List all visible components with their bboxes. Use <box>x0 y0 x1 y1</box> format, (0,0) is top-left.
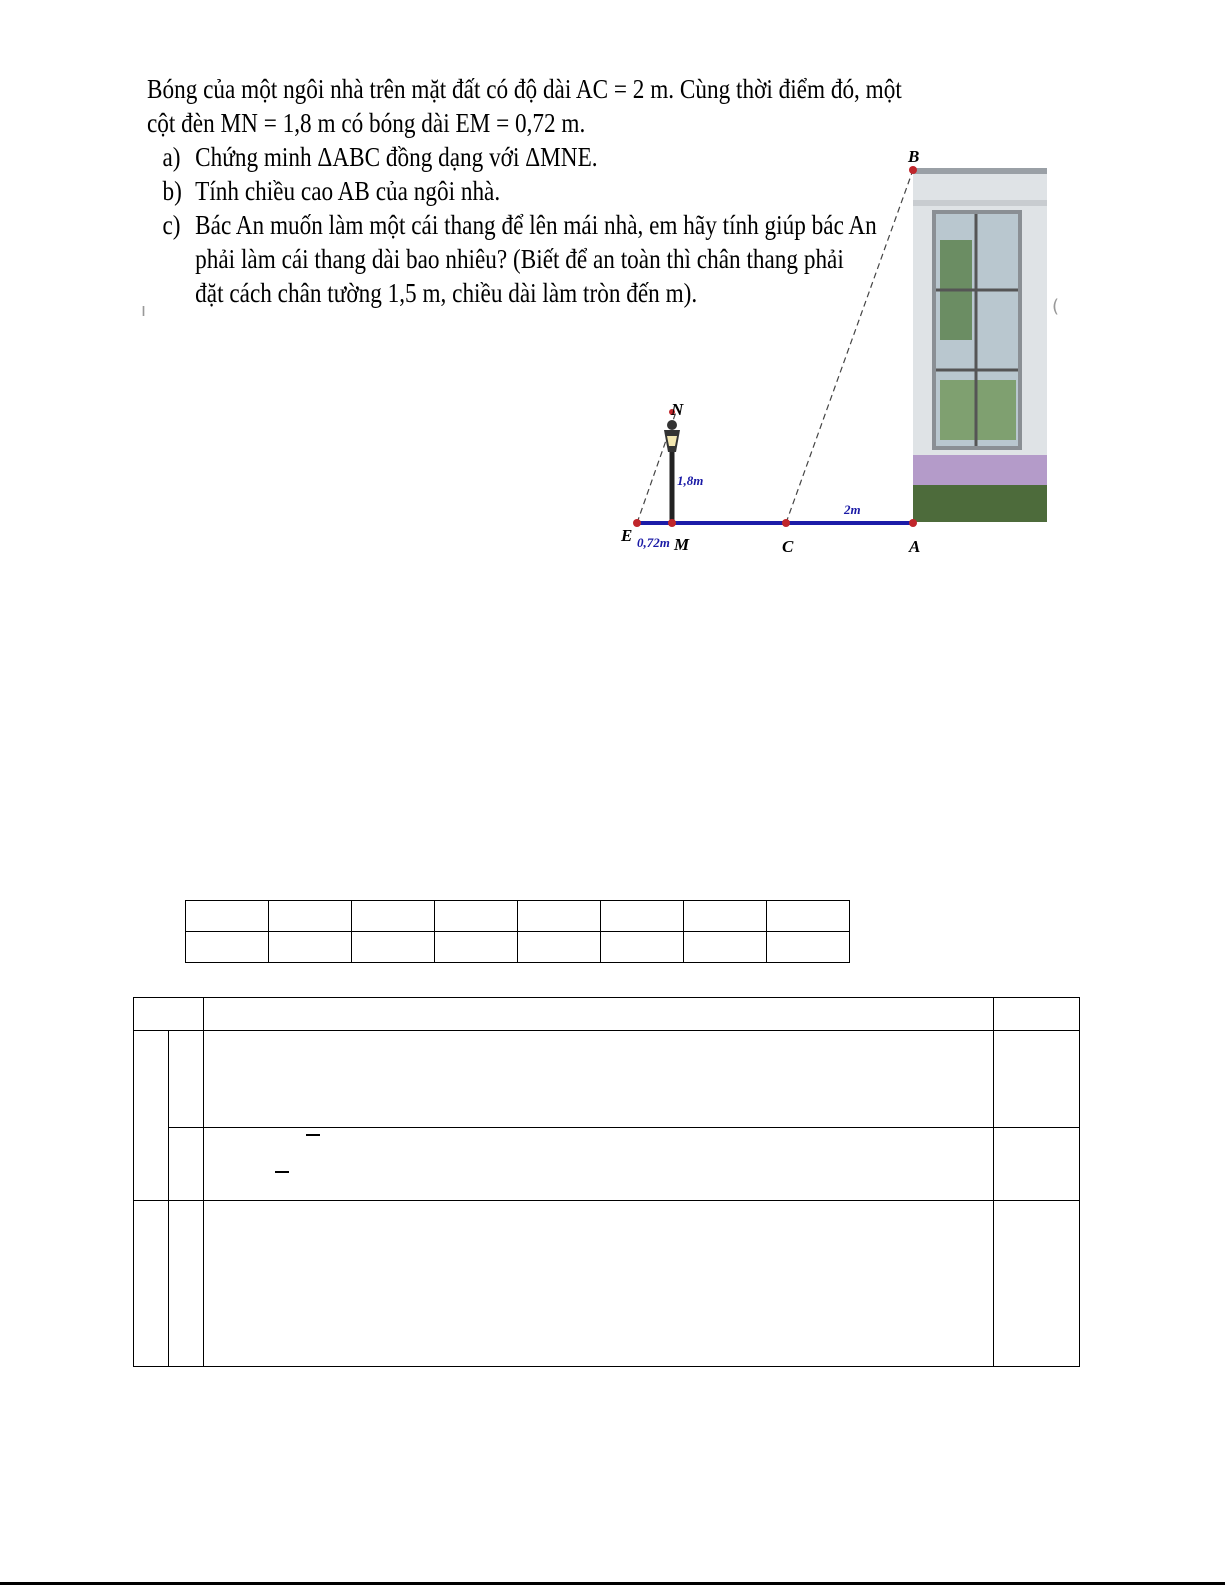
fraction-bar <box>275 1171 289 1173</box>
table-row <box>186 901 850 932</box>
point-C <box>782 519 790 527</box>
label-E: E <box>621 526 633 545</box>
hedge <box>913 485 1047 522</box>
label-N: N <box>671 400 684 419</box>
house-shadow-ray <box>786 170 913 523</box>
house-image <box>913 168 1047 522</box>
measure-lamp-shadow: 0,72m <box>637 535 670 550</box>
question-marker: b) <box>162 176 182 206</box>
problem-line-1: Bóng của một ngôi nhà trên mặt đất có độ dài AC = 2 m. Cùng thời điểm đó, một <box>147 74 902 104</box>
stray-mark: ( <box>1052 296 1060 317</box>
grading-table <box>133 997 1080 1367</box>
label-M: M <box>674 535 690 554</box>
table-row <box>186 932 850 963</box>
point-M <box>668 519 676 527</box>
question-text: phải làm cái thang dài bao nhiêu? (Biết để an toàn thì chân thang phải <box>195 244 844 274</box>
table-row <box>134 1031 1080 1128</box>
house-band <box>913 200 1047 206</box>
house-roof-edge <box>913 168 1047 174</box>
point-B <box>909 166 917 174</box>
question-text: đặt cách chân tường 1,5 m, chiều dài làm tròn đến m). <box>195 278 698 308</box>
lamp-post <box>664 420 680 523</box>
answer-code-table <box>185 900 850 963</box>
table-header-row <box>134 998 1080 1031</box>
point-E <box>633 519 641 527</box>
question-marker: a) <box>162 142 181 172</box>
table-row <box>134 1128 1080 1201</box>
geometry-figure <box>610 140 1060 565</box>
measure-lamp-height: 1,8m <box>677 473 704 488</box>
problem-line-2: cột đèn MN = 1,8 m có bóng dài EM = 0,72 m. <box>147 108 586 138</box>
window-garden <box>940 380 1016 440</box>
table-row <box>134 1201 1080 1367</box>
measure-house-shadow: 2m <box>844 502 861 517</box>
question-text: Tính chiều cao AB của ngôi nhà. <box>195 176 501 206</box>
question-text: Bác An muốn làm một cái thang để lên mái nhà, em hãy tính giúp bác An <box>195 210 877 240</box>
question-text: Chứng minh ΔABC đồng dạng với ΔMNE. <box>195 142 598 172</box>
point-A <box>909 519 917 527</box>
label-A: A <box>909 537 921 556</box>
stray-mark: ı <box>141 300 147 321</box>
question-marker: c) <box>162 210 181 240</box>
figure-svg <box>610 140 1060 565</box>
label-B: B <box>908 147 920 166</box>
label-C: C <box>782 537 794 556</box>
fraction-bar <box>306 1134 320 1136</box>
